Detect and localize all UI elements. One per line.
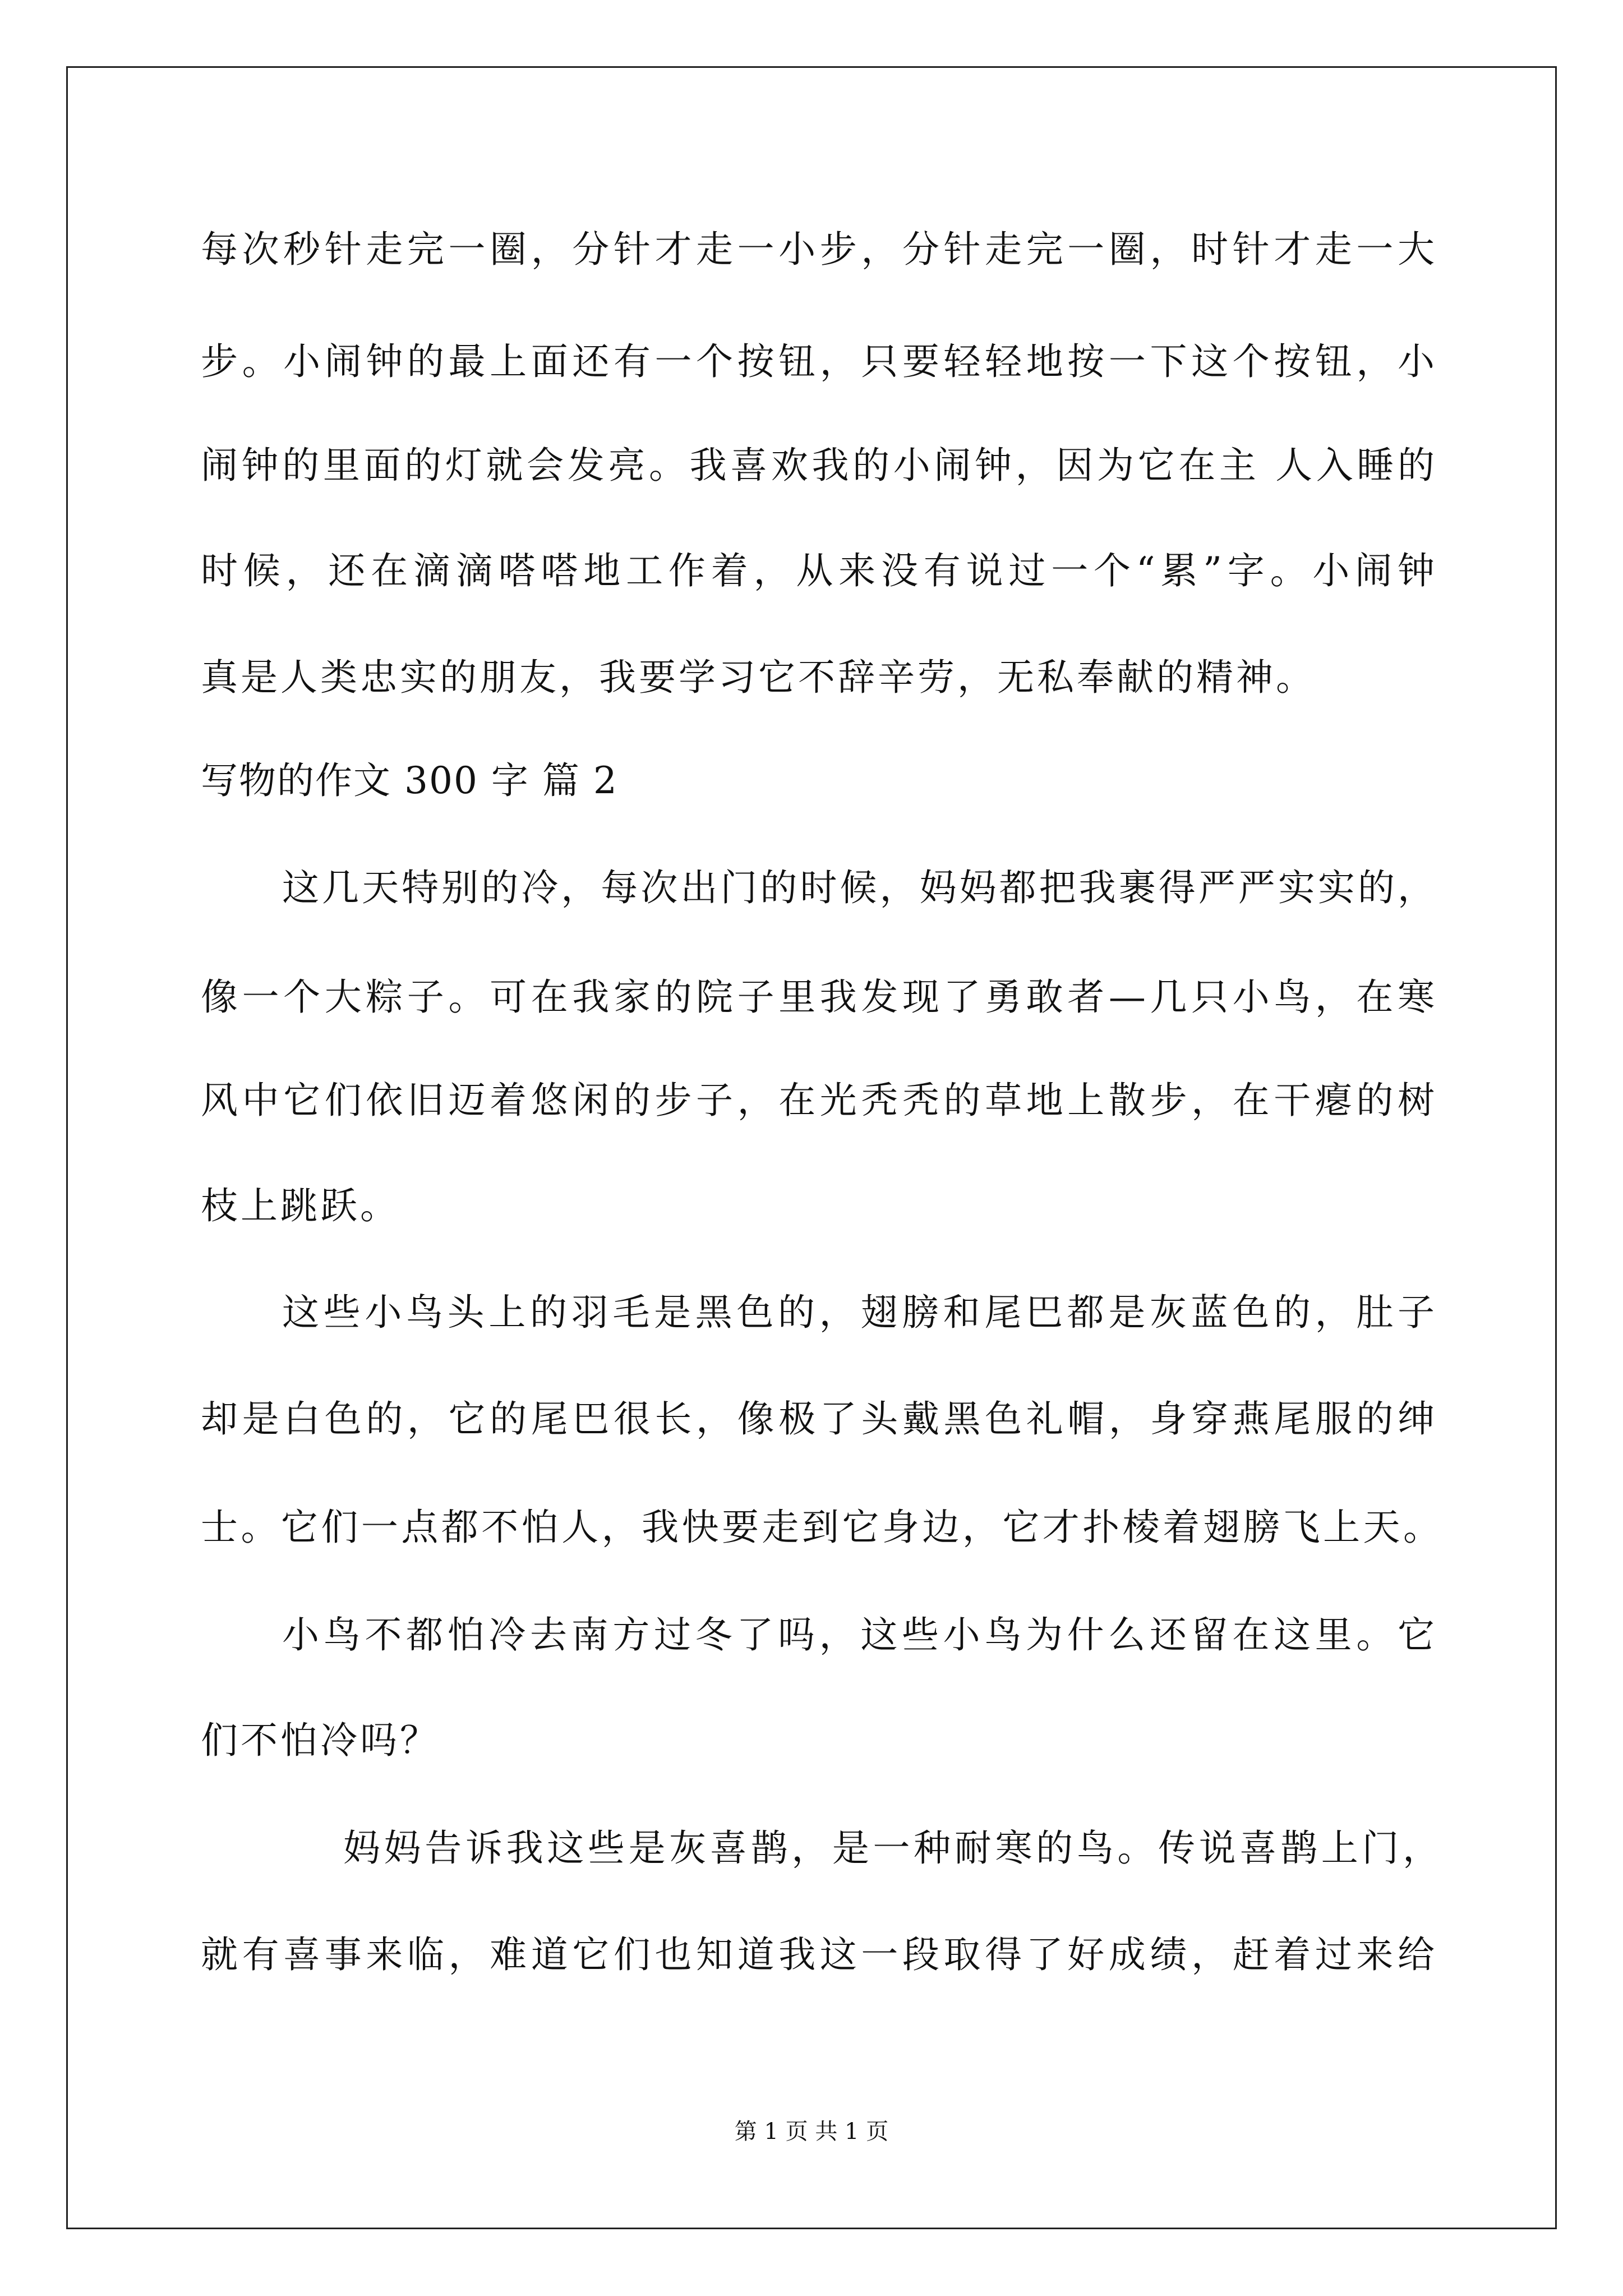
paragraph-line: 士。它们一点都不怕人，我快要走到它身边，它才扑棱着翅膀飞上天。: [201, 1506, 1440, 1549]
paragraph-line: 闹钟的里面的灯就会发亮。我喜欢我的小闹钟，因为它在主 人入睡的: [201, 444, 1435, 487]
paragraph-line: 这些小鸟头上的羽毛是黑色的，翅膀和尾巴都是灰蓝色的，肚子: [282, 1291, 1435, 1334]
page-border: [66, 66, 1557, 2229]
paragraph-line: 这几天特别的冷，每次出门的时候，妈妈都把我裹得严严实实的，: [282, 866, 1435, 909]
paragraph-line: 每次秒针走完一圈，分针才走一小步，分针走完一圈，时针才走一大: [201, 228, 1435, 271]
paragraph-line: 枝上跳跃。: [201, 1184, 400, 1227]
paragraph-line: 步。小闹钟的最上面还有一个按钮，只要轻轻地按一下这个按钮，小: [201, 340, 1435, 383]
paragraph-line: 像一个大粽子。可在我家的院子里我发现了勇敢者—几只小鸟，在寒: [201, 976, 1435, 1019]
paragraph-line: 真是人类忠实的朋友，我要学习它不辞辛劳，无私奉献的精神。: [201, 656, 1316, 699]
paragraph-line: 就有喜事来临，难道它们也知道我这一段取得了好成绩，赶着过来给: [201, 1933, 1435, 1976]
paragraph-line: 却是白色的，它的尾巴很长，像极了头戴黑色礼帽，身穿燕尾服的绅: [201, 1397, 1435, 1441]
paragraph-line: 小鸟不都怕冷去南方过冬了吗，这些小鸟为什么还留在这里。它: [282, 1613, 1435, 1657]
paragraph-line: 们不怕冷吗？: [201, 1719, 440, 1762]
paragraph-line: 风中它们依旧迈着悠闲的步子，在光秃秃的草地上散步，在干瘪的树: [201, 1079, 1435, 1122]
paragraph-line: 时候，还在滴滴嗒嗒地工作着，从来没有说过一个“累”字。小闹钟: [201, 549, 1435, 592]
paragraph-line: 妈妈告诉我这些是灰喜鹊，是一种耐寒的鸟。传说喜鹊上门，: [343, 1826, 1440, 1870]
page-number-footer: 第 1 页 共 1 页: [734, 2119, 889, 2145]
section-heading: 写物的作文 300 字 篇 2: [201, 759, 618, 802]
